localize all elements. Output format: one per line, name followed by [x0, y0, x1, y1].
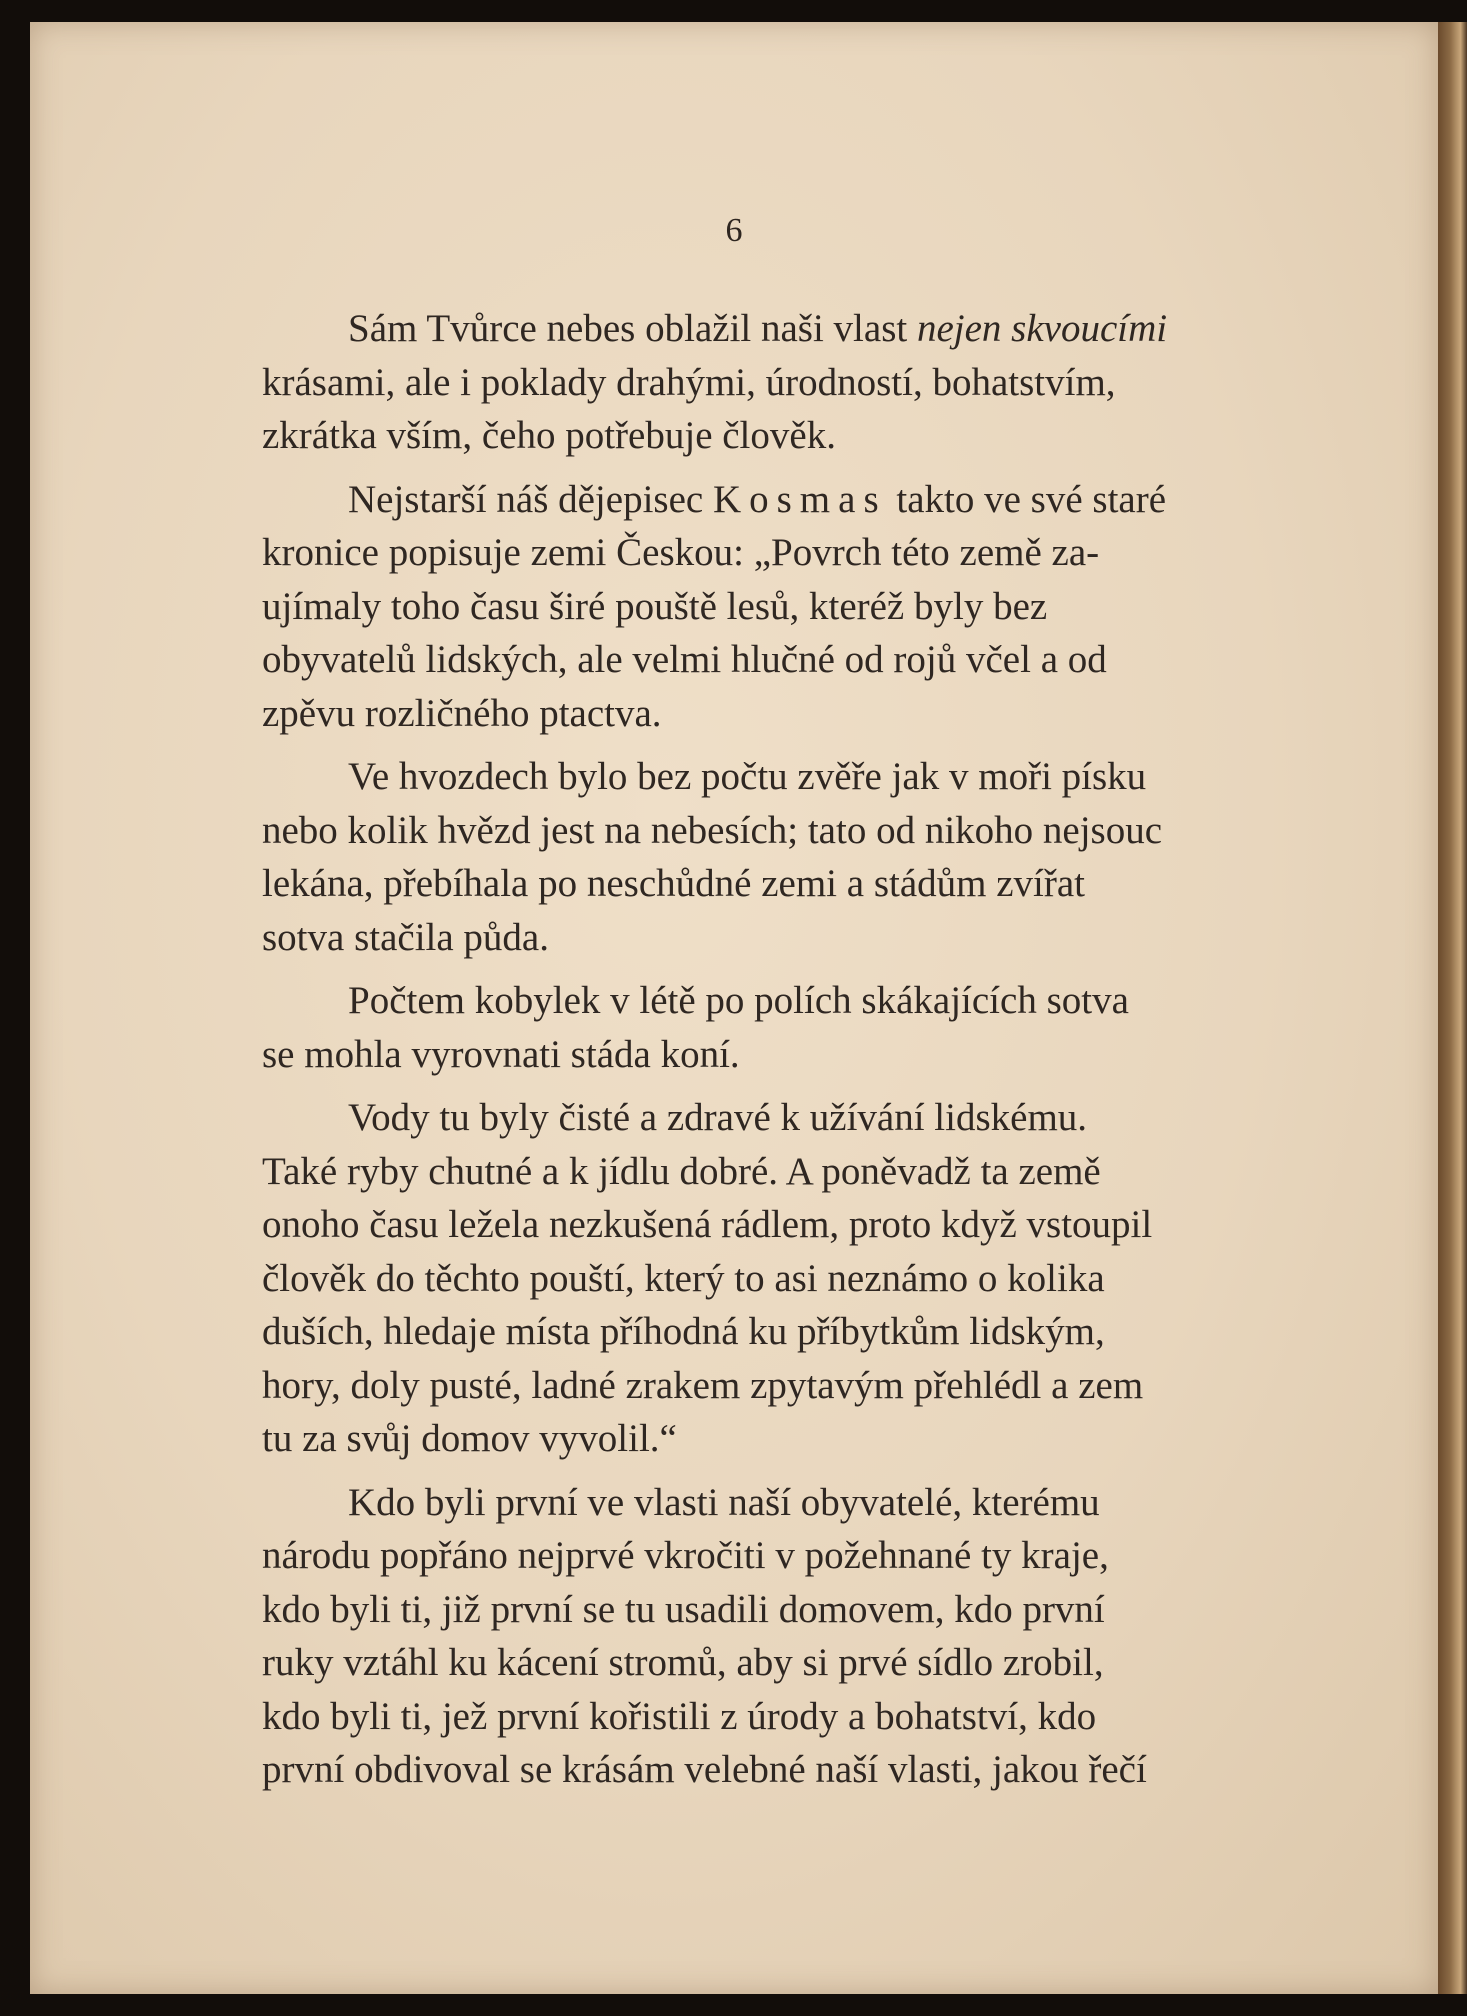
author-name-kosmas: Kosmas	[712, 477, 887, 521]
paragraph-1-rest: krásami, ale i poklady drahými, úrodností, bohatstvím, zkrátka vším, čeho potřebuje člověk.	[262, 360, 1116, 457]
paragraph-2-start: Nejstarší náš dějepisec	[348, 477, 713, 521]
paragraph-1-italic: nejen skvoucími	[916, 307, 1168, 350]
paragraph-3: Ve hvozdech bylo bez počtu zvěře jak v moři písku nebo kolik hvězd jest na nebesích; tato od nikoho nejsouc lekána, přebíhala po neschůdné zemi a stádům zvířat sotva stačila půda.	[262, 755, 1163, 959]
paper-page	[30, 22, 1438, 1994]
paragraph-4: Počtem kobylek v létě po polích skákajících sotva se mohla vyrovnati stáda koní.	[262, 979, 1129, 1076]
paragraph-5: Vody tu byly čisté a zdravé k užívání lidskému. Také ryby chutné a k jídlu dobré. A poněvadž ta země onoho času ležela nezkušená rádlem, proto když vstoupil člověk do těchto pouští, který to asi neznámo o kolika duších, hledaje místa příhodná ku příbytkům lidským, hory, doly pusté, ladné zrakem zpytavým přehlédl a zem tu za svůj domov vyvolil.“	[262, 1096, 1153, 1460]
page-number: 6	[725, 212, 743, 249]
paragraph-2	[262, 473, 1360, 741]
paragraph-2-rest: takto ve své staré kronice popisuje zemi Českou: „Povrch této země za- ujímaly toho času širé pouště lesů, kteréž byly bez obyvatelů lidských, ale velmi hlučné od rojů včel a od zpěvu rozličného ptactva.	[262, 477, 1167, 735]
paragraph-6: Kdo byli první ve vlasti naší obyvatelé, kterému národu popřáno nejprvé vkročiti v požehnané ty kraje, kdo byli ti, již první se tu usadili domovem, kdo první ruky vztáhl ku kácení stromů, aby si prvé sídlo zrobil, kdo byli ti, jež první kořistili z úrody a bohatství, kdo první obdivoval se krásám velebné naší vlasti, jakou řečí	[262, 1480, 1147, 1791]
paragraph-1-start: Sám Tvůrce nebes oblažil naši vlast	[348, 307, 917, 350]
paragraph-1	[262, 302, 1360, 463]
book-spine-edge	[1438, 22, 1467, 1994]
body-text	[262, 302, 1360, 1807]
